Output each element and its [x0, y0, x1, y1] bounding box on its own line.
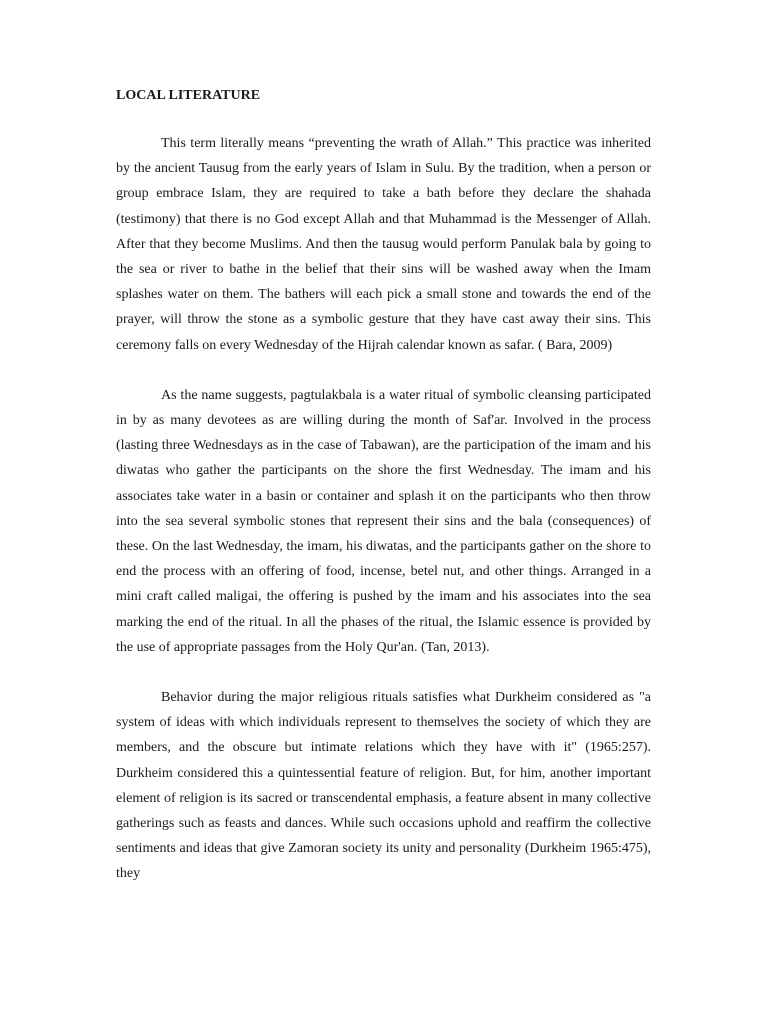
- paragraph-2: As the name suggests, pagtulakbala is a water ritual of symbolic cleansing participated in by as many devotees as are willing during the month of Saf'ar. Involved in the process (lasting three Wednesdays as in the case of Tabawan), are the participation of the imam and his diwatas who gather the participants on the shore the first Wednesday. The imam and his associates take water in a basin or container and splash it on the participants who then throw into the sea several symbolic stones that represent their sins and the bala (consequences) of these. On the last Wednesday, the imam, his diwatas, and the participants gather on the shore to end the process with an offering of food, incense, betel nut, and other things. Arranged in a mini craft called maligai, the offering is pushed by the imam and his associates into the sea marking the end of the ritual. In all the phases of the ritual, the Islamic essence is provided by the use of appropriate passages from the Holy Qur'an. (Tan, 2013).: [116, 387, 651, 655]
- paragraph-3: Behavior during the major religious rituals satisfies what Durkheim considered as "a system of ideas with which individuals represent to themselves the society of which they are members, and the obscure but intimate relations which they have with it" (1965:257). Durkheim considered this a quintessential feature of religion. But, for him, another important element of religion is its sacred or transcendental emphasis, a feature absent in many collective gatherings such as feasts and dances. While such occasions uphold and reaffirm the collective sentiments and ideas that give Zamoran society its unity and personality (Durkheim 1965:475), they: [116, 690, 651, 882]
- section-heading: LOCAL LITERATURE: [116, 88, 261, 103]
- document-body: [116, 86, 651, 912]
- paragraph-1: This term literally means “preventing the wrath of Allah.” This practice was inherited by the ancient Tausug from the early years of Islam in Sulu. By the tradition, when a person or group embrace Islam, they are required to take a bath before they declare the shahada (testimony) that there is no God except Allah and that Muhammad is the Messenger of Allah. After that they become Muslims. And then the tausug would perform Panulak bala by going to the sea or river to bathe in the belief that their sins will be washed away when the Imam splashes water on them. The bathers will each pick a small stone and towards the end of the prayer, will throw the stone as a symbolic gesture that they have cast away their sins. This ceremony falls on every Wednesday of the Hijrah calendar known as safar. ( Bara, 2009): [116, 136, 651, 353]
